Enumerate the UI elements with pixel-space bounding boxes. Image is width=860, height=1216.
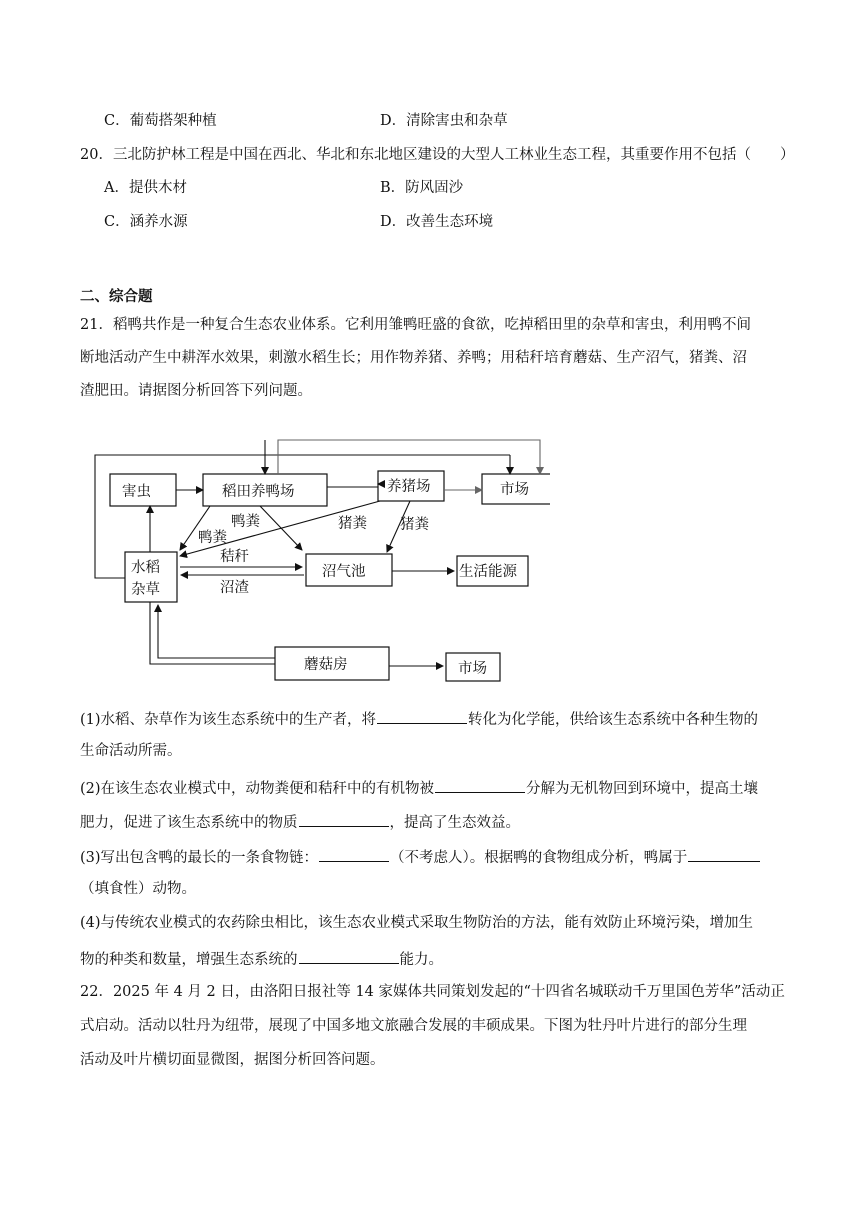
q21-part2-line2 <box>80 810 520 833</box>
market-label-2: 市场 <box>458 661 487 677</box>
market-label-1: 市场 <box>500 482 529 498</box>
q20-option-b: B．防风固沙 <box>380 180 464 196</box>
q20-option-a: A．提供木材 <box>104 180 187 196</box>
pest-label: 害虫 <box>122 484 151 500</box>
q21-part4-blank[interactable] <box>299 947 399 964</box>
rice-to-mushroom-line <box>150 602 275 664</box>
q21-intro-line-3: 渣肥田。请据图分析回答下列问题。 <box>80 383 312 399</box>
straw-label: 秸秆 <box>220 549 249 565</box>
q20-option-d: D．改善生态环境 <box>380 214 494 230</box>
q21-part3-text-a: (3)写出包含鸭的最长的一条食物链： <box>80 850 319 866</box>
q21-part2-line1 <box>80 776 758 799</box>
pig-dung-label-2: 猪粪 <box>400 517 429 533</box>
q22-line-1: 22．2025 年 4 月 2 日，由洛阳日报社等 14 家媒体共同策划发起的“十四省名城联动千万里国色芳华”活动正 <box>80 984 785 1000</box>
q21-part2-blank-2[interactable] <box>299 810 389 827</box>
duck-dung-label-1: 鸭粪 <box>231 514 260 530</box>
section-title: 二、综合题 <box>80 288 153 305</box>
q22-line-3: 活动及叶片横切面显微图，据图分析回答问题。 <box>80 1052 385 1068</box>
duck-dung-label-2: 鸭粪 <box>198 530 227 546</box>
q21-part1-text-b: 转化为化学能，供给该生态系统中各种生物的 <box>468 712 759 728</box>
biogas-label: 沼气池 <box>322 564 366 580</box>
q21-part1-text-a: (1)水稻、杂草作为该生态系统中的生产者，将 <box>80 712 377 728</box>
q21-part2-text-c: 肥力，促进了该生态系统中的物质 <box>80 815 298 831</box>
energy-label: 生活能源 <box>459 564 517 580</box>
q21-part1-blank[interactable] <box>377 707 467 724</box>
q21-part4-line1: (4)与传统农业模式的农药除虫相比，该生态农业模式采取生物防治的方法，能有效防止环境污染，增加生 <box>80 915 754 931</box>
q21-part1-line1 <box>80 707 758 730</box>
pig-farm-label: 养猪场 <box>387 479 431 495</box>
q21-part4-text-b: 物的种类和数量，增强生态系统的 <box>80 952 298 968</box>
mushroom-to-rice-arrow <box>158 605 275 658</box>
q19-option-d: D．清除害虫和杂草 <box>380 113 508 129</box>
duck-field-label: 稻田养鸭场 <box>222 484 295 500</box>
q21-part2-text-b: 分解为无机物回到环境中，提高土壤 <box>526 781 759 797</box>
q21-part3-blank-1[interactable] <box>319 845 389 862</box>
weeds-label: 杂草 <box>131 582 160 598</box>
q21-part2-text-a: (2)在该生态农业模式中，动物粪便和秸秆中的有机物被 <box>80 781 435 797</box>
q20-option-c: C．涵养水源 <box>104 214 188 230</box>
q21-part4-line2 <box>80 947 443 970</box>
q21-part3-blank-2[interactable] <box>688 845 760 862</box>
q21-part4-text-c: 能力。 <box>399 952 443 968</box>
q21-part1-line2: 生命活动所需。 <box>80 743 182 759</box>
duck-to-market-arrow <box>278 440 540 474</box>
q22-line-2: 式启动。活动以牡丹为纽带，展现了中国多地文旅融合发展的丰硕成果。下图为牡丹叶片进行的部分生理 <box>80 1018 747 1034</box>
mushroom-label: 蘑菇房 <box>304 657 348 673</box>
q19-option-c: C．葡萄搭架种植 <box>104 113 217 129</box>
pig-dung-label-1: 猪粪 <box>338 516 367 532</box>
eco-agriculture-diagram <box>80 430 550 690</box>
rice-label: 水稻 <box>131 560 160 576</box>
q21-part3-line2: （填食性）动物。 <box>80 881 196 897</box>
q21-part3-text-b: （不考虑人）。根据鸭的食物组成分析，鸭属于 <box>390 850 688 866</box>
q21-intro-line-2: 断地活动产生中耕浑水效果，刺激水稻生长；用作物养猪、养鸭；用秸秆培育蘑菇、生产沼气，猪粪、沼 <box>80 350 747 366</box>
q21-intro-line-1: 21．稻鸭共作是一种复合生态农业体系。它利用雏鸭旺盛的食欲，吃掉稻田里的杂草和害虫，利用鸭不间 <box>80 317 751 333</box>
q21-part3-line1 <box>80 845 761 868</box>
q21-part2-blank-1[interactable] <box>435 776 525 793</box>
q20-stem: 20．三北防护林工程是中国在西北、华北和东北地区建设的大型人工林业生态工程，其重要作用不包括（ ） <box>80 147 795 163</box>
residue-label: 沼渣 <box>220 580 249 596</box>
q21-part2-text-d: ，提高了生态效益。 <box>389 815 520 831</box>
